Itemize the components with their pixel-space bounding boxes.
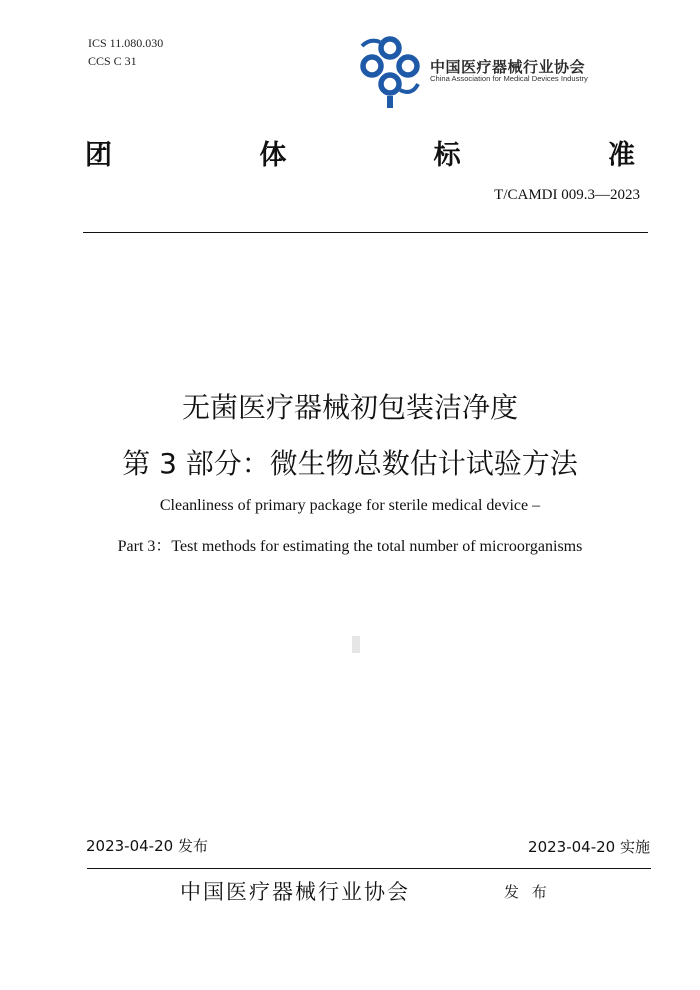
document-type-char: 标 [433,140,461,171]
title-cn-line-1: 无菌医疗器械初包装洁净度 [181,391,518,424]
document-type-heading [85,138,635,174]
placeholder-mark [352,636,360,653]
ics-code: ICS 11.080.030 [88,36,164,50]
implementation-date: 2023-04-20 实施 [528,838,650,856]
title-cn-line-2: 第 3 部分：微生物总数估计试验方法 [122,447,578,480]
title-en-line-1: Cleanliness of primary package for sterile medical device – [159,497,541,514]
organization-name-cn: 中国医疗器械行业协会 [430,58,586,76]
document-type-char: 团 [85,140,112,171]
publisher-name: 中国医疗器械行业协会 [180,880,410,904]
document-type-char: 准 [607,140,635,171]
organization-name-en: China Association for Medical Devices Industry [430,74,588,83]
top-divider [83,232,648,233]
bottom-divider [87,868,651,869]
publish-label: 发 布 [504,883,551,901]
title-en-line-2: Part 3：Test methods for estimating the total number of microorganisms [117,538,583,555]
ccs-code: CCS C 31 [88,54,137,68]
document-type-char: 体 [259,140,287,171]
issue-date: 2023-04-20 发布 [86,837,208,855]
camdi-logo-icon [356,34,424,110]
standard-number: T/CAMDI 009.3—2023 [494,187,640,203]
